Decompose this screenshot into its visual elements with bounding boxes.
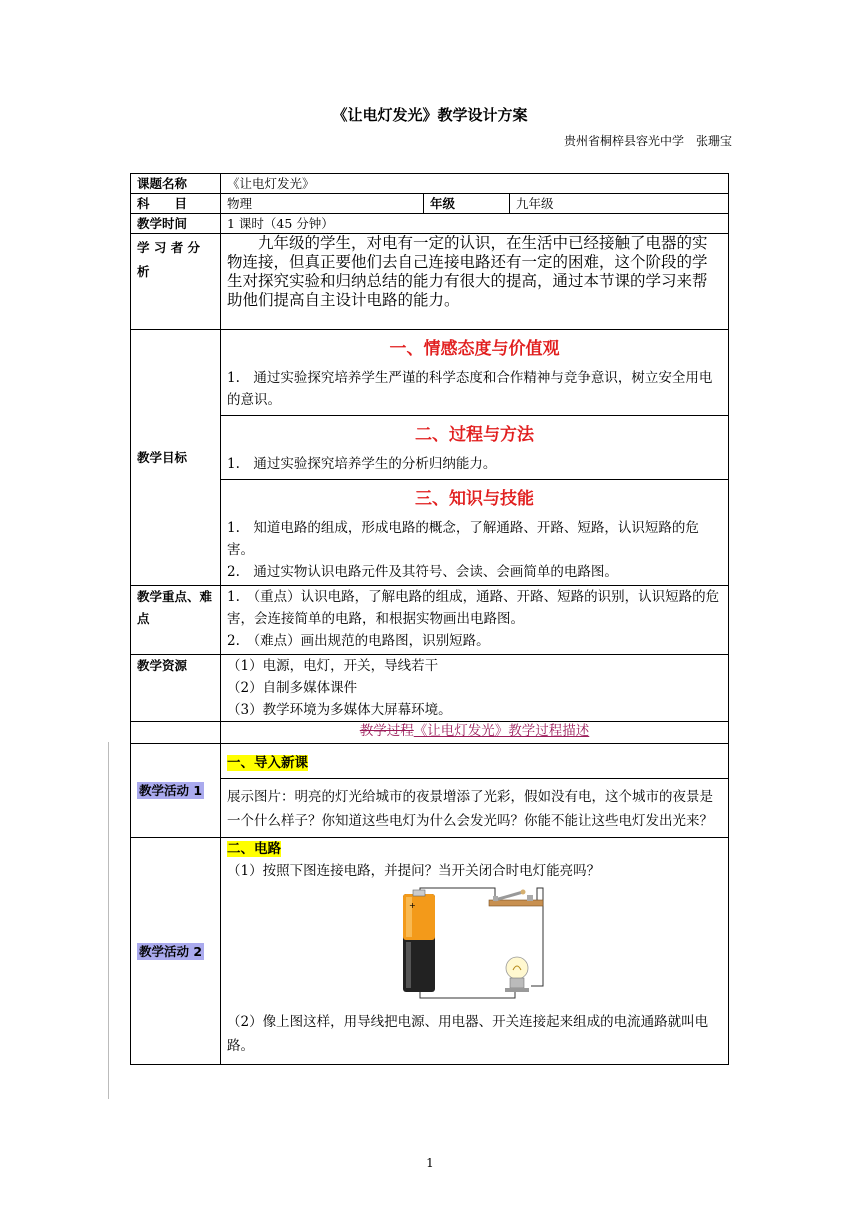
battery-icon (403, 890, 435, 992)
row-learner (131, 234, 729, 330)
learner-text: 九年级的学生，对电有一定的认识，在生活中已经接触了电器的实物连接，但真正要他们去自己连接电路还有一定的困难，这个阶段的学生对探究实验和归纳总结的能力有很大的提高，通过本节课的学习来帮助他们提高自主设计电路的能力。 (221, 234, 729, 330)
lesson-plan-table (130, 173, 729, 1065)
switch-icon (489, 890, 543, 907)
row-course (131, 174, 729, 194)
subject-label: 科 目 (131, 194, 221, 214)
act1-text: 展示图片：明亮的灯光给城市的夜景增添了光彩，假如没有电，这个城市的夜景是一个什么样子？你知道这些电灯为什么会发光吗？你能不能让这些电灯发出光来？ (227, 789, 713, 829)
goal-content (221, 330, 729, 586)
goal1-heading: 一、情感态度与价值观 (389, 339, 560, 359)
goal3-text2: 2. 通过实物认识电路元件及其符号、会读、会画简单的电路图。 (227, 564, 618, 580)
goal3-text1: 1. 知道电路的组成，形成电路的概念，了解通路、开路、短路，认识短路的危害。 (227, 520, 699, 558)
act2-label: 教学活动 2 (139, 943, 203, 959)
act2-heading: 二、电路 (227, 841, 281, 857)
document-title: 《让电灯发光》教学设计方案 (332, 106, 528, 124)
row-subject (131, 194, 729, 214)
row-key (131, 586, 729, 655)
time-value: 1 课时（45 分钟） (221, 214, 729, 234)
act2-text2: （2）像上图这样，用导线把电源、用电器、开关连接起来组成的电流通路就叫电路。 (227, 1014, 709, 1054)
row-time (131, 214, 729, 234)
res-item: （2）自制多媒体课件 (227, 680, 358, 696)
time-label: 教学时间 (131, 214, 221, 234)
res-label: 教学资源 (131, 655, 221, 722)
svg-text:+: + (409, 901, 416, 910)
goal2-heading: 二、过程与方法 (415, 425, 534, 445)
row-resources (131, 655, 729, 722)
page-number: 1 (426, 1156, 434, 1170)
key-label: 教学重点、难点 (131, 586, 221, 655)
circuit-figure (227, 882, 722, 1010)
row-activity-1 (131, 744, 729, 838)
process-struck: 教学过程 (359, 723, 414, 739)
grade-label: 年级 (424, 194, 510, 214)
margin-line (108, 742, 109, 1099)
bulb-icon (505, 957, 529, 992)
res-content (221, 655, 729, 722)
key-content (221, 586, 729, 655)
goal-label: 教学目标 (131, 330, 221, 586)
goal1-text: 1. 通过实验探究培养学生严谨的科学态度和合作精神与竞争意识，树立安全用电的意识。 (227, 370, 713, 408)
process-title-text: 《让电灯发光》教学过程描述 (413, 723, 590, 739)
act1-heading: 一、导入新课 (227, 755, 308, 771)
circuit-diagram (227, 882, 814, 1010)
act2-content (221, 838, 729, 1065)
course-value: 《让电灯发光》 (221, 174, 729, 194)
process-title (221, 722, 729, 744)
grade-value: 九年级 (510, 194, 729, 214)
key-text1: 1. （重点）认识电路，了解电路的组成，通路、开路、短路的识别，认识短路的危害，会连接简单的电路，和根据实物画出电路图。 (227, 589, 720, 627)
res-item: （3）教学环境为多媒体大屏幕环境。 (227, 702, 452, 718)
act1-label: 教学活动 1 (139, 783, 203, 798)
act2-text1: （1）按照下图连接电路，并提问？当开关闭合时电灯能亮吗？ (227, 863, 601, 879)
res-item: （1）电源，电灯，开关，导线若干 (227, 658, 439, 674)
learner-label: 学 习 者 分 析 (131, 234, 221, 330)
act1-content (221, 744, 729, 838)
act1-label-cell (131, 744, 221, 838)
row-activity-2 (131, 838, 729, 1065)
key-text2: 2. （难点）画出规范的电路图，识别短路。 (227, 633, 490, 649)
row-process (131, 722, 729, 744)
author-line: 贵州省桐梓县容光中学 张珊宝 (563, 134, 732, 148)
act2-label-cell (131, 838, 221, 1065)
subject-value: 物理 (221, 194, 424, 214)
empty-cell (131, 722, 221, 744)
goal2-text: 1. 通过实验探究培养学生的分析归纳能力。 (227, 456, 497, 472)
goal3-heading: 三、知识与技能 (415, 489, 534, 509)
course-label: 课题名称 (131, 174, 221, 194)
row-goals (131, 330, 729, 586)
